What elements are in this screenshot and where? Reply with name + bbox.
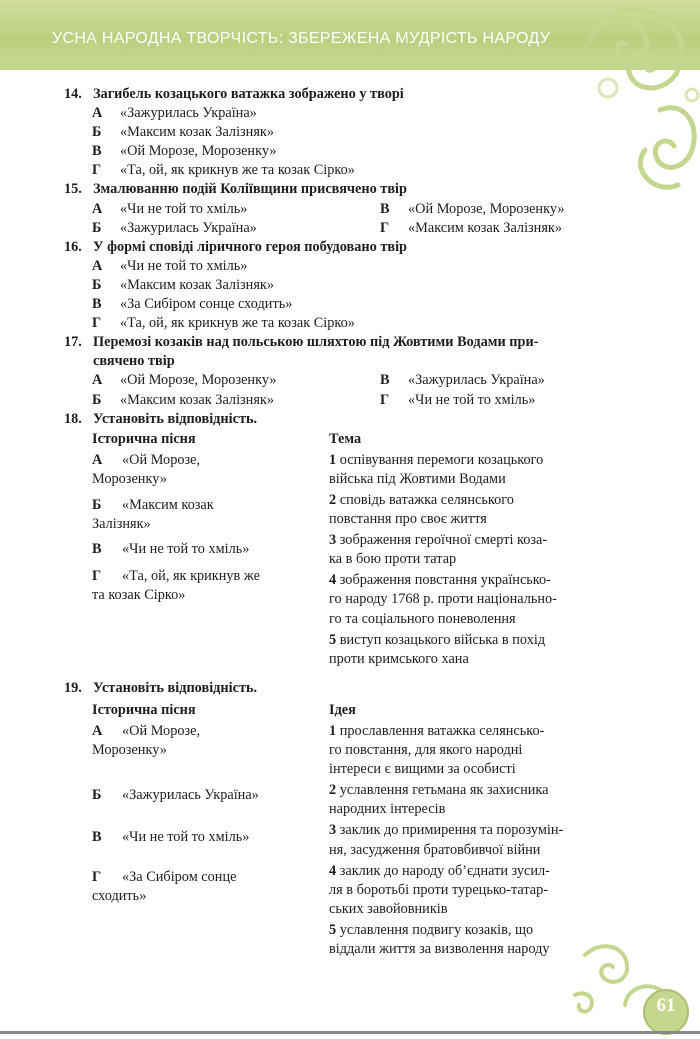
option-letter: А — [92, 257, 103, 274]
matching-left-column — [92, 430, 329, 671]
matching-right-item — [329, 571, 624, 628]
matching-left-column — [92, 701, 329, 961]
page-bottom-rule — [0, 1031, 700, 1034]
option-text: «Максим козак Залізняк» — [120, 276, 275, 293]
matching-left-item — [92, 451, 329, 489]
option-text-line: Морозенку» — [92, 742, 167, 759]
option-letter: А — [92, 200, 103, 217]
question-number: 16. — [64, 238, 82, 255]
answer-options-row — [64, 200, 624, 219]
option-letter: Б — [92, 496, 102, 513]
item-text-line: заклик до народу об’єднати зусил- — [339, 862, 550, 879]
question-text-line: свячено твір — [93, 353, 175, 370]
matching-left-item — [92, 496, 329, 534]
answer-option — [64, 104, 624, 123]
option-text-line: «Максим козак — [122, 496, 214, 513]
option-letter: Б — [92, 219, 102, 236]
option-text: «За Сибіром сонце сходить» — [120, 296, 293, 313]
matching-right-item — [329, 722, 624, 779]
question-18 — [64, 410, 624, 429]
option-text: «Максим козак Залізняк» — [408, 219, 563, 236]
question-19 — [64, 679, 624, 698]
matching-right-item — [329, 781, 624, 819]
option-text — [92, 451, 201, 489]
matching-left-item — [92, 540, 329, 559]
option-letter: В — [92, 296, 102, 313]
option-text: «Максим козак Залізняк» — [120, 124, 275, 141]
option-text-line: «За Сибіром сонце — [122, 869, 237, 886]
matching-right-item — [329, 491, 624, 529]
option-text — [92, 868, 237, 906]
option-letter: Б — [92, 391, 102, 408]
question-16 — [64, 238, 624, 257]
matching-table — [64, 430, 624, 671]
answer-option — [380, 200, 564, 219]
option-letter: Г — [92, 568, 102, 585]
question-number: 14. — [64, 86, 82, 102]
question-text: Установіть відповідність. — [93, 679, 258, 696]
item-text-line: віддали життя за визволення народу — [329, 941, 550, 958]
item-number: 1 — [329, 723, 337, 739]
option-text: «Зажурилась Україна» — [120, 219, 257, 236]
option-letter: Г — [380, 391, 390, 408]
option-text: «Зажурилась Україна» — [120, 105, 257, 122]
option-text — [92, 722, 201, 760]
option-letter: Г — [380, 219, 390, 236]
option-text: «Максим козак Залізняк» — [120, 391, 275, 408]
question-number: 15. — [64, 181, 82, 198]
item-number: 3 — [329, 822, 337, 839]
question-number: 18. — [64, 410, 82, 427]
answer-option — [380, 219, 562, 238]
item-text-line: го повстання, для якого народні — [329, 742, 523, 759]
page-header-title: УСНА НАРОДНА ТВОРЧІСТЬ: ЗБЕРЕЖЕНА МУДРІСТЬ НАРОДУ — [52, 30, 551, 47]
option-text-line: «Ой Морозе, — [122, 451, 201, 468]
option-text-line: Морозенку» — [92, 470, 167, 487]
test-questions — [64, 85, 624, 961]
answer-option — [92, 391, 380, 410]
item-text-line: го та соціального поневолення — [329, 610, 516, 627]
question-15 — [64, 180, 624, 199]
column-heading: Ідея — [329, 701, 356, 718]
item-text-line: прославлення ватажка селянсько- — [339, 723, 545, 739]
item-text-line: оспівування перемоги козацького — [339, 451, 544, 468]
question-17 — [64, 333, 624, 371]
option-text: «Та, ой, як крикнув же та козак Сірко» — [120, 315, 355, 332]
option-letter: В — [380, 372, 390, 389]
answer-option — [64, 161, 624, 180]
matching-left-item — [92, 868, 329, 906]
item-text-line: проти кримського хана — [329, 650, 469, 667]
column-heading: Історична пісня — [92, 701, 196, 718]
matching-right-item — [329, 921, 624, 959]
question-text: У формі сповіді ліричного героя побудовано твір — [93, 238, 408, 255]
item-text-line: інтереси є вищими за особисті — [329, 761, 516, 778]
item-text-line: повстання про своє життя — [329, 511, 487, 528]
item-text-line: ка в бою проти татар — [329, 551, 457, 568]
option-letter: Г — [92, 315, 102, 332]
matching-table — [64, 701, 624, 961]
item-text-line: уславлення гетьмана як захисника — [339, 782, 549, 799]
column-heading: Історична пісня — [92, 430, 196, 447]
answer-option — [92, 200, 380, 219]
option-text: «Ой Морозе, Морозенку» — [408, 200, 565, 217]
matching-right-column — [329, 430, 624, 671]
matching-right-item — [329, 821, 624, 859]
answer-option — [64, 295, 624, 314]
answer-option — [380, 371, 545, 390]
item-text-line: виступ козацького війська в похід — [339, 631, 546, 648]
option-text-line: Залізняк» — [92, 516, 151, 533]
question-text: Змалюванню подій Коліївщини присвячено твір — [93, 181, 407, 198]
option-letter: А — [92, 723, 103, 739]
answer-options-row — [64, 391, 624, 410]
page-number: 61 — [656, 995, 676, 1016]
answer-option — [64, 276, 624, 295]
answer-option — [64, 257, 624, 276]
item-text-line: заклик до примирення та порозумін- — [339, 822, 564, 839]
option-letter: В — [380, 200, 390, 217]
option-letter: В — [92, 143, 102, 160]
option-letter: А — [92, 451, 103, 468]
option-text: «Чи не той то хміль» — [120, 200, 248, 217]
matching-left-item — [92, 828, 329, 847]
item-number: 2 — [329, 491, 337, 508]
option-letter: А — [92, 105, 103, 122]
option-letter: В — [92, 829, 102, 846]
option-text: «Та, ой, як крикнув же та козак Сірко» — [120, 162, 355, 179]
option-text: «Ой Морозе, Морозенку» — [120, 372, 277, 389]
item-text-line: уславлення подвигу козаків, що — [339, 921, 534, 938]
matching-left-item — [92, 722, 329, 760]
question-text-line: Перемозі козаків над польською шляхтою під Жовтими Водами при- — [93, 334, 539, 351]
answer-options-row — [64, 219, 624, 238]
answer-options-row — [64, 371, 624, 390]
item-text-line: го народу 1768 р. проти національно- — [329, 591, 557, 608]
question-text: Установіть відповідність. — [93, 410, 258, 427]
item-number: 2 — [329, 782, 337, 799]
answer-option — [92, 219, 380, 238]
option-text — [92, 567, 260, 605]
option-letter: Б — [92, 787, 102, 804]
answer-option — [64, 314, 624, 333]
matching-left-item — [92, 786, 329, 805]
answer-option — [380, 391, 535, 410]
option-letter: Б — [92, 276, 102, 293]
question-number: 17. — [64, 334, 82, 351]
option-text: «Чи не той то хміль» — [122, 829, 250, 846]
option-text — [92, 496, 214, 534]
option-text-line: «Та, ой, як крикнув же — [122, 568, 260, 585]
answer-option — [64, 123, 624, 142]
answer-option — [92, 371, 380, 390]
option-letter: Г — [92, 869, 102, 886]
item-number: 4 — [329, 862, 337, 879]
option-text: «Чи не той то хміль» — [120, 257, 248, 274]
matching-right-item — [329, 862, 624, 919]
question-text: Загибель козацького ватажка зображено у творі — [93, 86, 404, 102]
matching-right-item — [329, 631, 624, 669]
item-text-line: ських завойовників — [329, 900, 448, 917]
option-letter: А — [92, 372, 103, 389]
item-number: 5 — [329, 921, 337, 938]
option-letter: В — [92, 541, 102, 558]
option-letter: Г — [92, 162, 102, 179]
option-text: «Зажурилась Україна» — [408, 372, 545, 389]
option-text-line: сходить» — [92, 888, 147, 905]
answer-option — [64, 142, 624, 161]
question-14 — [64, 85, 624, 104]
option-text: «Ой Морозе, Морозенку» — [120, 143, 277, 160]
column-heading: Тема — [329, 430, 362, 447]
option-text-line: «Ой Морозе, — [122, 723, 201, 739]
item-text-line: зображення героїчної смерті коза- — [339, 532, 548, 549]
option-text: «Зажурилась Україна» — [122, 787, 259, 804]
question-text — [93, 333, 624, 371]
item-text-line: ля в боротьбі проти турецько-татар- — [329, 881, 549, 898]
question-number: 19. — [64, 679, 82, 696]
option-text: «Чи не той то хміль» — [408, 391, 536, 408]
matching-right-item — [329, 451, 624, 489]
item-text-line: зображення повстання українсько- — [339, 572, 551, 589]
option-text-line: та козак Сірко» — [92, 587, 186, 604]
item-text-line: народних інтересів — [329, 801, 446, 818]
item-number: 5 — [329, 631, 337, 648]
item-text-line: війська під Жовтими Водами — [329, 470, 506, 487]
matching-left-item — [92, 567, 329, 605]
matching-right-column — [329, 701, 624, 961]
option-text: «Чи не той то хміль» — [122, 541, 250, 558]
item-text-line: сповідь ватажка селянського — [339, 491, 514, 508]
item-text-line: ня, засудження братовбивчої війни — [329, 841, 541, 858]
matching-right-item — [329, 531, 624, 569]
item-number: 4 — [329, 572, 337, 589]
option-letter: Б — [92, 124, 102, 141]
item-number: 1 — [329, 451, 337, 468]
item-number: 3 — [329, 532, 337, 549]
